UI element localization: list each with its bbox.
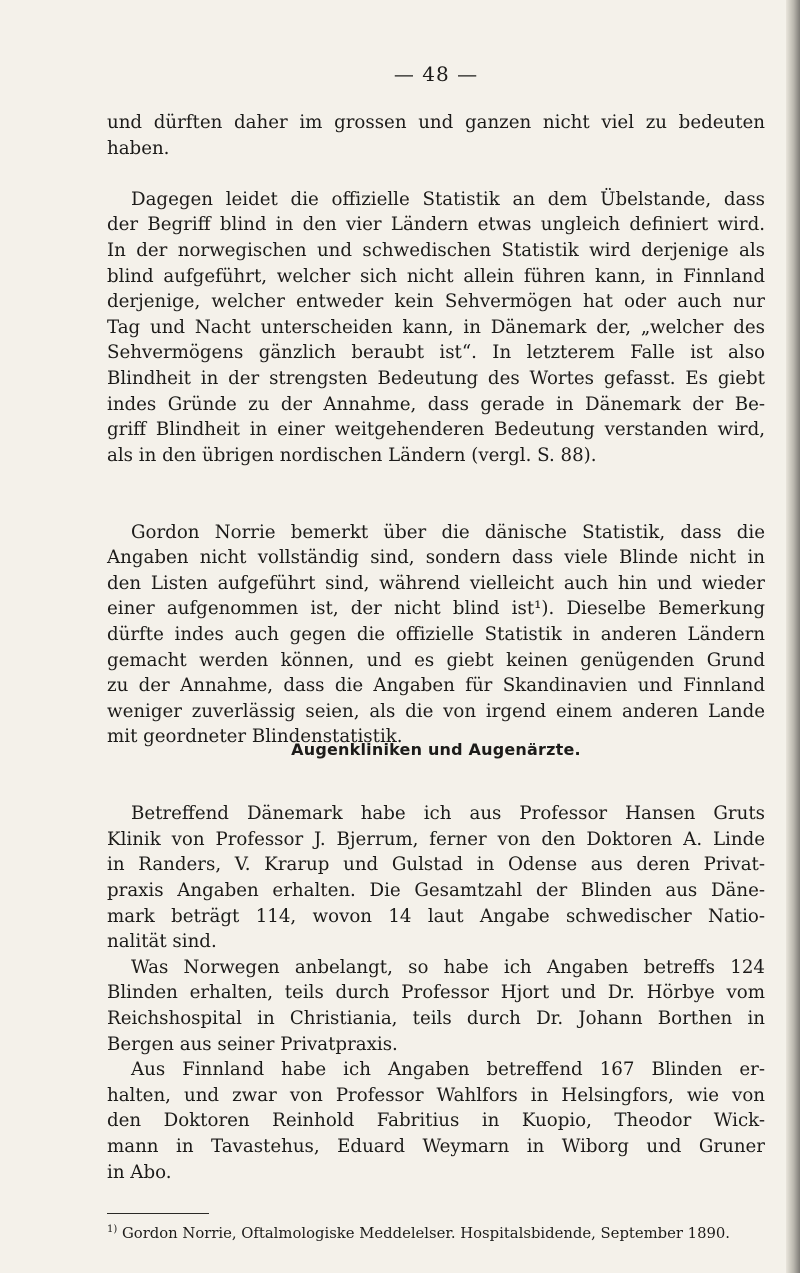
text-line: Klinik von Professor J. Bjerrum, ferner von den Doktoren A. Linde — [107, 828, 765, 850]
text-line: praxis Angaben erhalten. Die Gesamtzahl der Blinden aus Däne- — [107, 879, 765, 901]
text-line: gemacht werden können, und es giebt keinen genügenden Grund — [107, 649, 765, 671]
page-number: — 48 — — [393, 62, 479, 86]
page-edge-shadow — [786, 0, 800, 1273]
text-line: halten, und zwar von Professor Wahlfors in Helsingfors, wie von — [107, 1084, 765, 1106]
footnote-text: Gordon Norrie, Oftalmologiske Meddelelser. Hospitalsbidende, September 1890. — [121, 1225, 731, 1242]
text-line: indes Gründe zu der Annahme, dass gerade in Dänemark der Be- — [107, 393, 765, 415]
text-line: Betreffend Dänemark habe ich aus Professor Hansen Gruts — [131, 803, 765, 825]
text-line: blind aufgeführt, welcher sich nicht allein führen kann, in Finnland — [107, 265, 765, 287]
text-line: nalität sind. — [107, 931, 217, 953]
text-line: einer aufgenommen ist, der nicht blind ist¹). Dieselbe Bemerkung — [107, 598, 765, 620]
text-line: mann in Tavastehus, Eduard Weymarn in Wiborg und Gruner — [107, 1135, 765, 1157]
text-line: als in den übrigen nordischen Ländern (vergl. S. 88). — [107, 444, 597, 466]
text-line: Angaben nicht vollständig sind, sondern dass viele Blinde nicht in — [107, 547, 765, 569]
text-line: weniger zuverlässig seien, als die von irgend einem anderen Lande — [107, 700, 765, 722]
text-line: griff Blindheit in einer weitgehenderen Bedeutung verstanden wird, — [107, 419, 765, 441]
paragraph-4 — [107, 801, 765, 955]
text-line: Was Norwegen anbelangt, so habe ich Angaben betreffs 124 — [131, 956, 765, 978]
text-line: mark beträgt 114, wovon 14 laut Angabe schwedischer Natio- — [107, 905, 765, 927]
paragraph-2 — [107, 187, 765, 469]
text-line: und dürften daher im grossen und ganzen nicht viel zu bedeuten — [107, 112, 765, 133]
text-line: haben. — [107, 137, 170, 159]
text-line: Reichshospital in Christiania, teils durch Dr. Johann Borthen in — [107, 1007, 765, 1029]
text-line: Bergen aus seiner Privatpraxis. — [107, 1033, 398, 1055]
text-line: in Abo. — [107, 1161, 172, 1183]
text-line: Blindheit in der strengsten Bedeutung des Wortes gefasst. Es giebt — [107, 367, 765, 389]
text-line: derjenige, welcher entweder kein Sehvermögen hat oder auch nur — [107, 291, 765, 313]
text-line: Sehvermögens gänzlich beraubt ist“. In letzterem Falle ist also — [107, 342, 765, 364]
text-line: Gordon Norrie bemerkt über die dänische Statistik, dass die — [131, 521, 765, 543]
text-line: Blinden erhalten, teils durch Professor Hjort und Dr. Hörbye vom — [107, 982, 765, 1004]
paragraph-5 — [107, 955, 765, 1057]
text-line: In der norwegischen und schwedischen Statistik wird derjenige als — [107, 239, 765, 261]
text-line: Tag und Nacht unterscheiden kann, in Dänemark der, „welcher des — [107, 316, 765, 338]
text-line: mit geordneter Blindenstatistik. — [107, 726, 403, 748]
text-line: Aus Finnland habe ich Angaben betreffend 167 Blinden er- — [131, 1059, 765, 1081]
text-line: in Randers, V. Krarup und Gulstad in Odense aus deren Privat- — [107, 854, 765, 876]
paragraph-6 — [107, 1057, 765, 1185]
footnote — [107, 1223, 765, 1245]
footnote-divider — [107, 1213, 209, 1214]
text-line: Dagegen leidet die offizielle Statistik an dem Übelstande, dass — [131, 188, 765, 210]
text-line: den Listen aufgeführt sind, während vielleicht auch hin und wieder — [107, 572, 765, 594]
text-line: den Doktoren Reinhold Fabritius in Kuopio, Theodor Wick- — [107, 1110, 765, 1132]
paragraph-3 — [107, 520, 765, 750]
text-line: der Begriff blind in den vier Ländern etwas ungleich definiert wird. — [107, 214, 765, 236]
footnote-marker: 1) — [107, 1224, 118, 1235]
text-line: dürfte indes auch gegen die offizielle Statistik in anderen Ländern — [107, 623, 765, 645]
text-line: zu der Annahme, dass die Angaben für Skandinavien und Finnland — [107, 675, 765, 697]
paragraph-1 — [107, 110, 765, 161]
section-heading: Augenkliniken und Augenärzte. — [291, 740, 581, 759]
